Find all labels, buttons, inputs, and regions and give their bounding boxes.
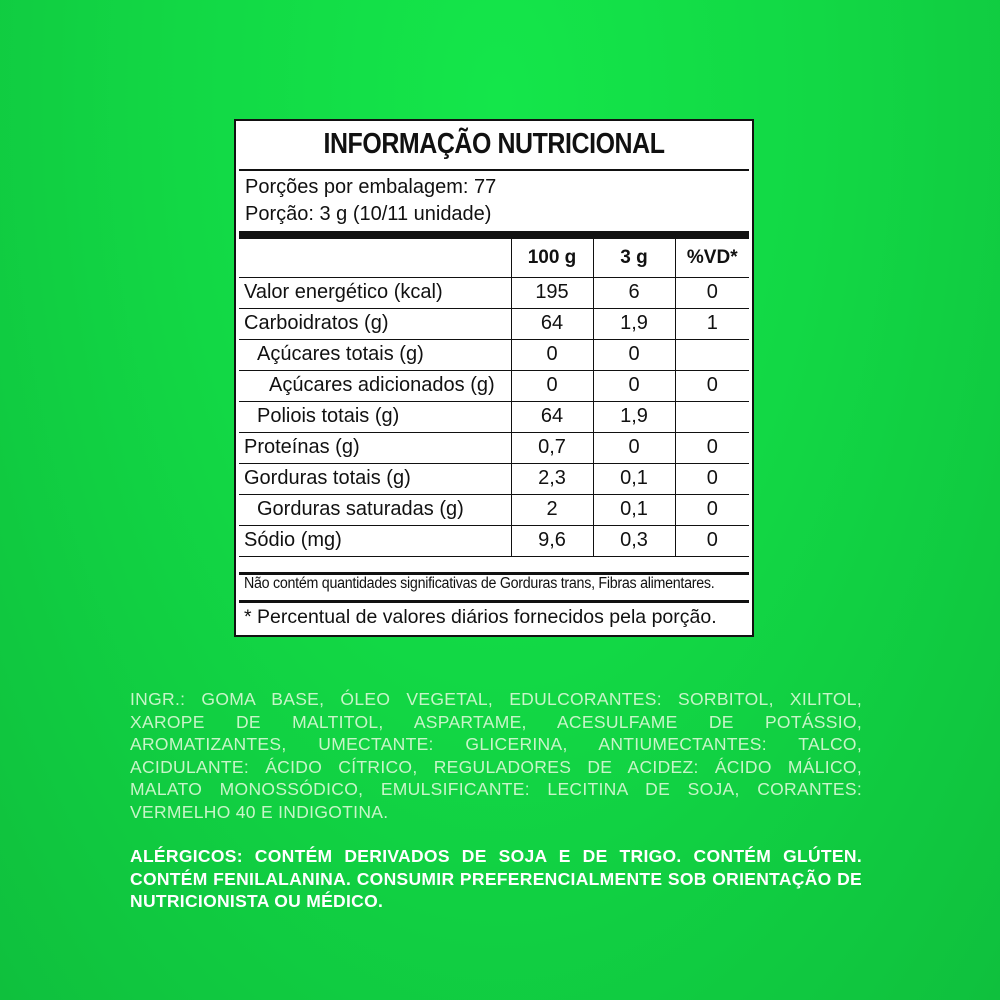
value-100g: 0,7 <box>511 432 593 463</box>
ingredients-text: INGR.: GOMA BASE, ÓLEO VEGETAL, EDULCORANTES: SORBITOL, XILITOL, XAROPE DE MALTITOL, ASPARTAME, ACESULFAME DE POTÁSSIO, AROMATIZANTES, UMECTANTE: GLICERINA, ANTIUMECTANTES: TALCO, ACIDULANTE: ÁCIDO CÍTRICO, REGULADORES DE ACIDEZ: ÁCIDO MÁLICO, MALATO MONOSSÓDICO, EMULSIFICANTE: LECITINA DE SOJA, CORANTES: VERMELHO 40 E INDIGOTINA. <box>130 689 862 822</box>
value-3g: 0 <box>593 339 675 370</box>
table-row <box>239 494 749 525</box>
header-empty <box>239 239 511 277</box>
table-row <box>239 277 749 308</box>
table-row <box>239 525 749 556</box>
allergens-text: ALÉRGICOS: CONTÉM DERIVADOS DE SOJA E DE TRIGO. CONTÉM GLÚTEN. CONTÉM FENILALANINA. CONSUMIR PREFERENCIALMENTE SOB ORIENTAÇÃO DE NUTRICIONISTA OU MÉDICO. <box>130 846 862 911</box>
table-row <box>239 463 749 494</box>
nutrition-facts-panel <box>234 119 754 637</box>
value-vd: 0 <box>675 463 749 494</box>
header-3g: 3 g <box>593 239 675 277</box>
value-vd: 0 <box>675 525 749 556</box>
footnote-divider <box>239 600 749 603</box>
value-3g: 0 <box>593 370 675 401</box>
table-row <box>239 339 749 370</box>
table-header-row <box>239 239 749 277</box>
title-divider <box>239 169 749 171</box>
nutrient-name: Valor energético (kcal) <box>239 277 511 308</box>
nutrient-name: Sódio (mg) <box>239 525 511 556</box>
table-row <box>239 370 749 401</box>
servings-per-package: Porções por embalagem: 77 <box>245 176 497 198</box>
daily-value-footnote: * Percentual de valores diários fornecidos pela porção. <box>244 606 717 628</box>
value-3g: 6 <box>593 277 675 308</box>
nutrient-name: Poliois totais (g) <box>239 401 511 432</box>
value-3g: 0,1 <box>593 494 675 525</box>
value-3g: 0,3 <box>593 525 675 556</box>
value-100g: 64 <box>511 401 593 432</box>
table-row <box>239 432 749 463</box>
nutrient-name: Açúcares adicionados (g) <box>239 370 511 401</box>
value-vd: 0 <box>675 432 749 463</box>
value-3g: 1,9 <box>593 308 675 339</box>
value-100g: 64 <box>511 308 593 339</box>
nutrient-name: Carboidratos (g) <box>239 308 511 339</box>
value-100g: 0 <box>511 370 593 401</box>
value-3g: 0,1 <box>593 463 675 494</box>
value-vd: 1 <box>675 308 749 339</box>
not-significant-note: Não contém quantidades significativas de Gorduras trans, Fibras alimentares. <box>244 575 715 592</box>
nutrient-name: Proteínas (g) <box>239 432 511 463</box>
value-vd: 0 <box>675 277 749 308</box>
value-3g: 1,9 <box>593 401 675 432</box>
portion-size: Porção: 3 g (10/11 unidade) <box>245 203 492 225</box>
header-vd: %VD* <box>675 239 749 277</box>
thick-divider <box>239 231 749 239</box>
nutrition-table <box>239 239 749 557</box>
value-100g: 195 <box>511 277 593 308</box>
value-vd: 0 <box>675 494 749 525</box>
nutrient-name: Gorduras saturadas (g) <box>239 494 511 525</box>
value-vd <box>675 401 749 432</box>
value-100g: 0 <box>511 339 593 370</box>
value-100g: 2 <box>511 494 593 525</box>
value-vd <box>675 339 749 370</box>
value-100g: 9,6 <box>511 525 593 556</box>
value-3g: 0 <box>593 432 675 463</box>
value-100g: 2,3 <box>511 463 593 494</box>
value-vd: 0 <box>675 370 749 401</box>
nutrient-name: Gorduras totais (g) <box>239 463 511 494</box>
table-row <box>239 401 749 432</box>
header-100g: 100 g <box>511 239 593 277</box>
nutrient-name: Açúcares totais (g) <box>239 339 511 370</box>
table-row <box>239 308 749 339</box>
nutrition-title: INFORMAÇÃO NUTRICIONAL <box>323 128 665 160</box>
